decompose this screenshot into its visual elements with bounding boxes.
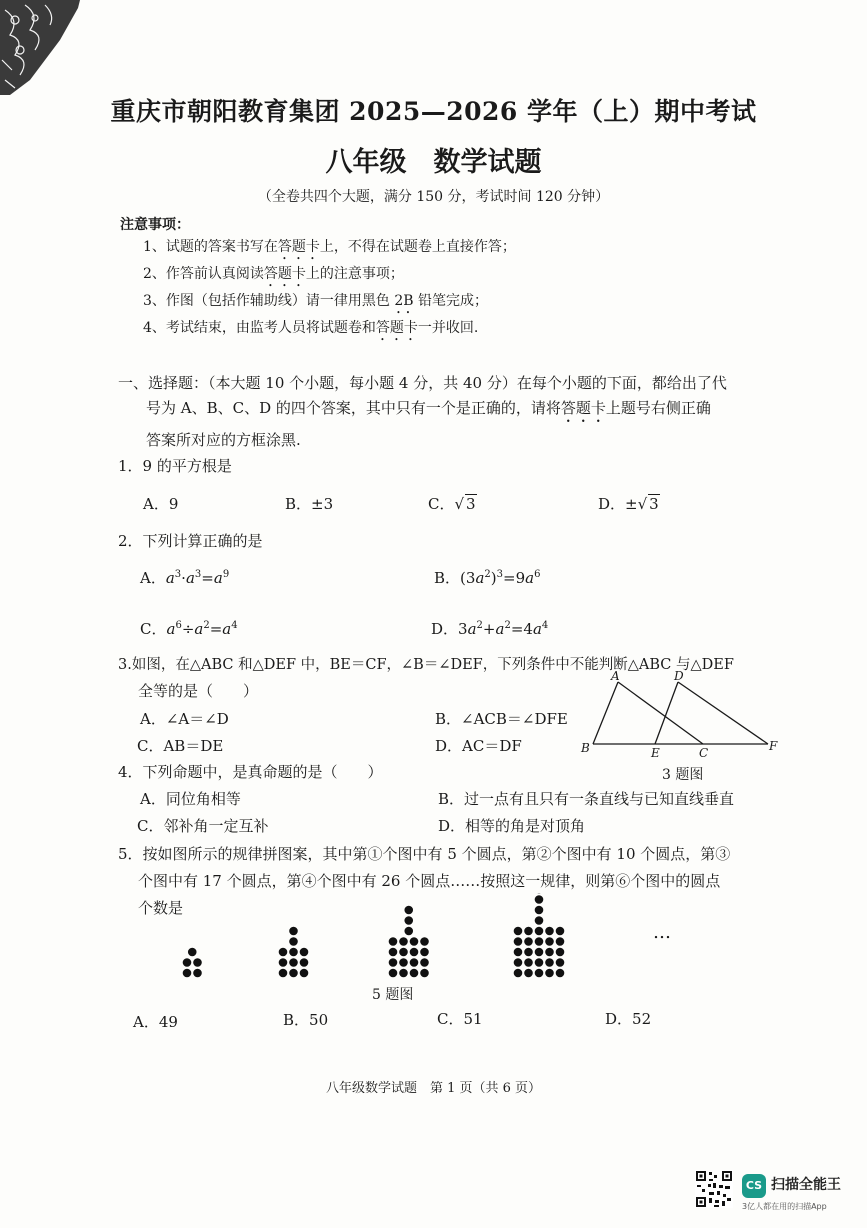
pattern-dot bbox=[514, 937, 523, 946]
pattern-dot bbox=[279, 948, 288, 957]
q5-option-b: B．50 bbox=[283, 1011, 329, 1029]
question-3-stem-cont: 全等的是（ ） bbox=[138, 682, 259, 700]
q3-figure-caption: 3 题图 bbox=[662, 767, 704, 783]
notice-item: 1、试题的答案书写在答题卡上，不得在试题卷上直接作答； bbox=[143, 239, 516, 255]
pattern-dot bbox=[524, 969, 533, 978]
pattern-dot bbox=[524, 937, 533, 946]
pattern-dot bbox=[399, 969, 408, 978]
q3-triangle-figure bbox=[578, 668, 783, 758]
pattern-dot bbox=[514, 948, 523, 957]
q4-option-c: C．邻补角一定互补 bbox=[137, 817, 269, 835]
question-5-stem-end: 个数是 bbox=[138, 899, 184, 917]
q3-option-d: D．AC＝DF bbox=[435, 737, 522, 755]
section-heading: 一、选择题：（本大题 10 个小题，每小题 4 分，共 40 分）在每个小题的下面，都给出了代 bbox=[118, 374, 727, 392]
pattern-dot bbox=[535, 948, 544, 957]
pattern-dot bbox=[420, 948, 429, 957]
pattern-dot bbox=[545, 958, 554, 967]
q3-option-b: B．∠ACB＝∠DFE bbox=[435, 710, 568, 728]
pattern-dot bbox=[514, 927, 523, 936]
pattern-dot bbox=[535, 906, 544, 915]
pattern-dot bbox=[399, 958, 408, 967]
pattern-dot bbox=[404, 916, 413, 925]
q4-option-a: A．同位角相等 bbox=[140, 790, 241, 808]
fig-label-B: B bbox=[581, 741, 590, 755]
question-3-stem: 3.如图，在△ABC 和△DEF 中，BE＝CF，∠B＝∠DEF，下列条件中不能判断△ABC 与△DEF bbox=[118, 657, 734, 673]
pattern-dot bbox=[188, 948, 197, 957]
camscanner-logo: CS bbox=[742, 1174, 766, 1198]
fig-label-A: A bbox=[611, 669, 620, 683]
camscanner-name: 扫描全能王 bbox=[771, 1177, 841, 1193]
notice-item: 3、作图（包括作辅助线）请一律用黑色 2B 铅笔完成； bbox=[143, 293, 489, 309]
q1-option-c: C．√ 3 bbox=[428, 495, 476, 513]
question-5-stem-cont: 个图中有 17 个圆点，第④个图中有 26 个圆点……按照这一规律，则第⑥个图中的圆点 bbox=[138, 872, 721, 890]
q5-figure-caption: 5 题图 bbox=[372, 987, 414, 1003]
q4-option-d: D．相等的角是对顶角 bbox=[438, 817, 586, 835]
question-5-stem: 5．按如图所示的规律拼图案，其中第①个图中有 5 个圆点，第②个图中有 10 个圆点，第③ bbox=[118, 845, 731, 863]
qr-code-icon bbox=[695, 1170, 733, 1208]
notice-item: 2、作答前认真阅读答题卡上的注意事项； bbox=[143, 266, 404, 282]
pattern-dot bbox=[535, 937, 544, 946]
notice-item: 4、考试结束，由监考人员将试题卷和答题卡一并收回. bbox=[143, 320, 479, 336]
q2-option-a: A．$a^3\cdot a^3=a^9$ bbox=[140, 569, 230, 587]
fig-label-E: E bbox=[651, 746, 660, 758]
exam-subtitle: 八年级 数学试题 bbox=[325, 147, 542, 178]
pattern-dot bbox=[289, 948, 298, 957]
fig-label-C: C bbox=[699, 746, 709, 758]
fig-label-F: F bbox=[769, 739, 778, 753]
pattern-dot bbox=[524, 958, 533, 967]
pattern-dot bbox=[289, 927, 298, 936]
pattern-dot bbox=[289, 937, 298, 946]
q3-option-a: A．∠A＝∠D bbox=[140, 710, 229, 728]
pattern-dot bbox=[535, 895, 544, 904]
pattern-dot bbox=[389, 969, 398, 978]
q2-option-c: C．$a^6\div a^2=a^4$ bbox=[140, 620, 238, 638]
q5-option-c: C．51 bbox=[437, 1010, 483, 1028]
pattern-dot bbox=[535, 958, 544, 967]
pattern-dot bbox=[556, 958, 565, 967]
q5-dot-pattern-figure bbox=[165, 893, 685, 983]
section-instruction: 号为 A、B、C、D 的四个答案，其中只有一个是正确的，请将答题卡上题号右侧正确 bbox=[146, 399, 711, 417]
pattern-dot bbox=[420, 969, 429, 978]
question-2-stem: 2．下列计算正确的是 bbox=[118, 532, 263, 550]
pattern-dot bbox=[545, 927, 554, 936]
q2-option-d: D．$3a^2+a^2=4a^4$ bbox=[431, 620, 549, 638]
pattern-dot bbox=[183, 958, 192, 967]
pattern-dot bbox=[545, 969, 554, 978]
pattern-dot bbox=[279, 969, 288, 978]
pattern-dot bbox=[389, 958, 398, 967]
pattern-dot bbox=[300, 958, 309, 967]
pattern-dot bbox=[535, 916, 544, 925]
question-4-stem: 4．下列命题中，是真命题的是（ ） bbox=[118, 763, 383, 781]
pattern-dot bbox=[399, 937, 408, 946]
pattern-dot bbox=[404, 927, 413, 936]
q1-option-a: A．9 bbox=[143, 495, 179, 513]
pattern-dot bbox=[420, 958, 429, 967]
pattern-dot bbox=[410, 937, 419, 946]
notice-title: 注意事项： bbox=[120, 217, 190, 233]
pattern-dot bbox=[399, 948, 408, 957]
pattern-dot bbox=[289, 969, 298, 978]
sqrt-symbol: √ 3 bbox=[637, 495, 659, 513]
pattern-dot bbox=[556, 927, 565, 936]
pattern-dot bbox=[300, 969, 309, 978]
pattern-dot bbox=[514, 958, 523, 967]
pattern-dot bbox=[545, 948, 554, 957]
exam-title: 重庆市朝阳教育集团 2025—2026 学年（上）期中考试 bbox=[110, 97, 757, 126]
pattern-ellipsis: … bbox=[653, 922, 671, 943]
pattern-dot bbox=[389, 937, 398, 946]
pattern-dot bbox=[183, 969, 192, 978]
camscanner-tagline: 3亿人都在用的扫描App bbox=[742, 1202, 827, 1211]
pattern-dot bbox=[514, 969, 523, 978]
pattern-dot bbox=[410, 958, 419, 967]
pattern-dot bbox=[524, 927, 533, 936]
pattern-dot bbox=[289, 958, 298, 967]
pattern-dot bbox=[193, 958, 202, 967]
q4-option-b: B．过一点有且只有一条直线与已知直线垂直 bbox=[438, 790, 735, 808]
pattern-dot bbox=[535, 927, 544, 936]
fig-label-D: D bbox=[674, 669, 684, 683]
pattern-dot bbox=[404, 906, 413, 915]
pattern-dot bbox=[193, 969, 202, 978]
exam-scope: （全卷共四个大题，满分 150 分，考试时间 120 分钟） bbox=[257, 189, 610, 205]
question-1-stem: 1．9 的平方根是 bbox=[118, 457, 232, 475]
pattern-dot bbox=[279, 958, 288, 967]
pattern-dot bbox=[556, 948, 565, 957]
pattern-dot bbox=[545, 937, 554, 946]
pattern-dot bbox=[410, 948, 419, 957]
pattern-dot bbox=[535, 969, 544, 978]
q5-option-a: A．49 bbox=[133, 1013, 178, 1031]
q2-option-b: B．$(3a^2)^3=9a^6$ bbox=[434, 569, 541, 587]
pattern-dot bbox=[410, 969, 419, 978]
q3-option-c: C．AB＝DE bbox=[137, 737, 224, 755]
pattern-dot bbox=[556, 969, 565, 978]
pattern-dot bbox=[389, 948, 398, 957]
q1-option-d: D．±√ 3 bbox=[598, 495, 659, 513]
q5-option-d: D．52 bbox=[605, 1010, 652, 1028]
pattern-dot bbox=[420, 937, 429, 946]
corner-decoration bbox=[0, 0, 80, 95]
page-footer: 八年级数学试题 第 1 页（共 6 页） bbox=[325, 1081, 542, 1096]
section-instruction-end: 答案所对应的方框涂黑. bbox=[146, 431, 301, 449]
pattern-dot bbox=[300, 948, 309, 957]
q1-option-b: B．±3 bbox=[285, 495, 334, 513]
pattern-dot bbox=[556, 937, 565, 946]
sqrt-symbol: √ 3 bbox=[454, 495, 476, 513]
pattern-dot bbox=[524, 948, 533, 957]
